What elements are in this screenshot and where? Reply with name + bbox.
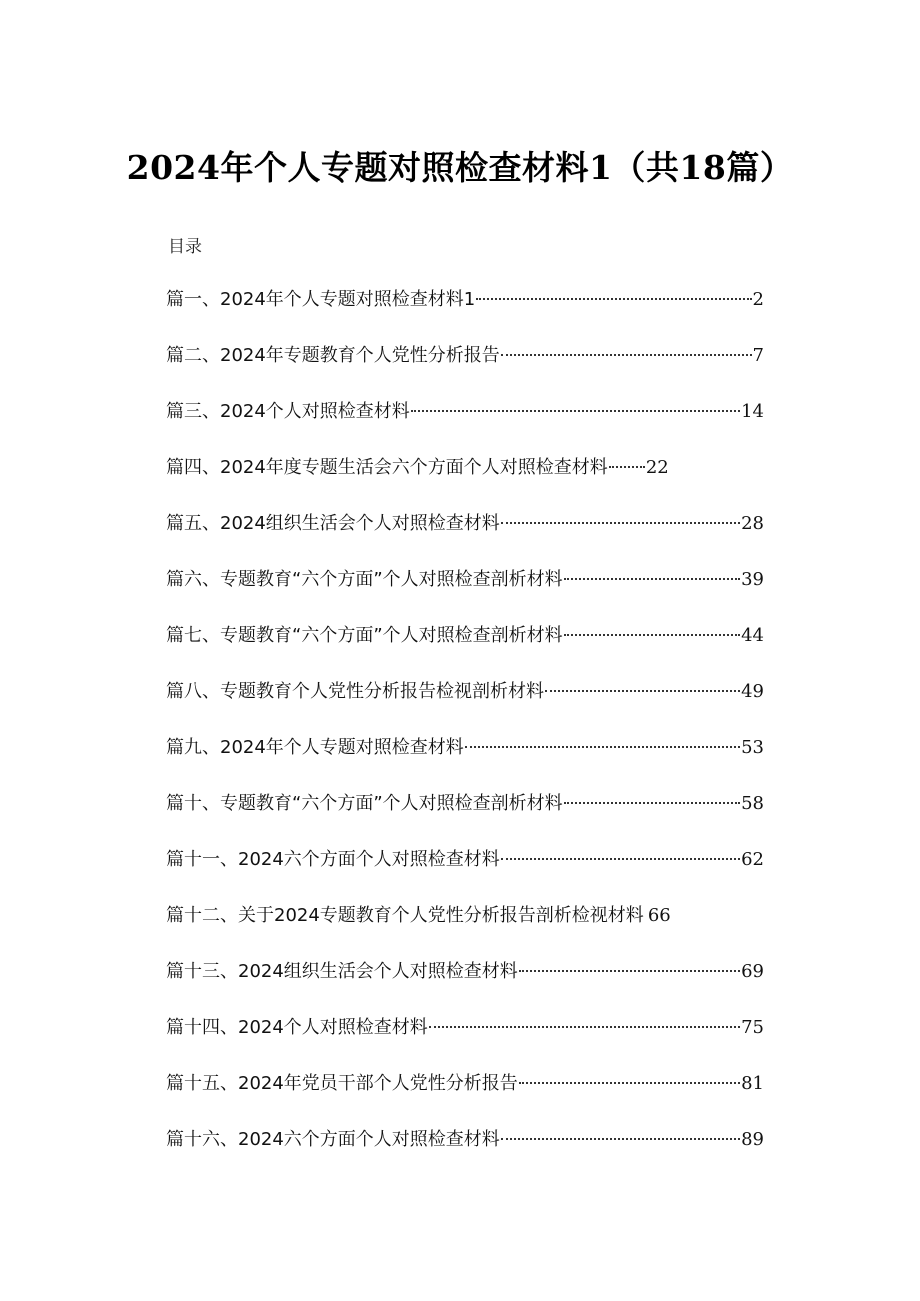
toc-entry-page-number: 2 xyxy=(752,289,764,310)
toc-dot-leader xyxy=(501,354,752,356)
toc-entry-title: 篇四、2024年度专题生活会六个方面个人对照检查材料 xyxy=(166,457,608,478)
toc-entry-title: 篇十二、关于2024专题教育个人党性分析报告剖析检视材料 xyxy=(166,905,644,926)
toc-entry-page-number: 66 xyxy=(647,905,671,926)
toc-entry-page-number: 28 xyxy=(741,513,764,534)
toc-dot-leader xyxy=(501,1138,740,1140)
toc-heading: 目录 xyxy=(168,237,202,257)
toc-entry-page-number: 49 xyxy=(741,681,764,702)
toc-entry-page-number: 44 xyxy=(741,625,764,646)
toc-entry-title: 篇十一、2024六个方面个人对照检查材料 xyxy=(166,849,500,870)
toc-entry-title: 篇十四、2024个人对照检查材料 xyxy=(166,1017,428,1038)
toc-entry-page-number: 81 xyxy=(741,1073,764,1094)
toc-entry-title: 篇一、2024年个人专题对照检查材料1 xyxy=(166,289,476,310)
toc-dot-leader xyxy=(501,858,740,860)
toc-entry[interactable] xyxy=(166,678,764,734)
toc-entry-title: 篇三、2024个人对照检查材料 xyxy=(166,401,410,422)
toc-entry-title: 篇十三、2024组织生活会个人对照检查材料 xyxy=(166,961,518,982)
toc-entry-page-number: 89 xyxy=(741,1129,764,1150)
toc-entry[interactable] xyxy=(166,622,764,678)
toc-dot-leader xyxy=(564,578,740,580)
toc-entry-title: 篇九、2024年个人专题对照检查材料 xyxy=(166,737,464,758)
toc-dot-leader xyxy=(476,298,751,300)
toc-entry-page-number: 62 xyxy=(741,849,764,870)
toc-entry-page-number: 58 xyxy=(741,793,764,814)
toc-dot-leader xyxy=(429,1026,740,1028)
toc-entry-page-number: 39 xyxy=(741,569,764,590)
toc-entry-title: 篇十、专题教育“六个方面”个人对照检查剖析材料 xyxy=(166,793,563,814)
toc-entry[interactable] xyxy=(166,958,764,1014)
toc-entry[interactable] xyxy=(166,1126,764,1182)
toc-entry-page-number: 22 xyxy=(645,457,669,478)
toc-dot-leader xyxy=(501,522,740,524)
table-of-contents xyxy=(166,286,764,1182)
toc-entry-title: 篇五、2024组织生活会个人对照检查材料 xyxy=(166,513,500,534)
toc-entry[interactable] xyxy=(166,1070,764,1126)
toc-entry[interactable] xyxy=(166,734,764,790)
toc-dot-leader xyxy=(564,634,740,636)
toc-dot-leader xyxy=(465,746,740,748)
toc-entry-page-number: 75 xyxy=(741,1017,764,1038)
toc-entry-title: 篇二、2024年专题教育个人党性分析报告 xyxy=(166,345,500,366)
toc-dot-leader xyxy=(519,1082,740,1084)
toc-entry-page-number: 14 xyxy=(741,401,764,422)
toc-entry-title: 篇十六、2024六个方面个人对照检查材料 xyxy=(166,1129,500,1150)
toc-dot-leader xyxy=(519,970,740,972)
toc-entry[interactable] xyxy=(166,902,764,958)
toc-entry[interactable] xyxy=(166,342,764,398)
toc-entry[interactable] xyxy=(166,566,764,622)
toc-dot-leader xyxy=(545,690,740,692)
toc-entry-page-number: 7 xyxy=(752,345,764,366)
toc-entry-title: 篇八、专题教育个人党性分析报告检视剖析材料 xyxy=(166,681,544,702)
toc-entry-page-number: 53 xyxy=(741,737,764,758)
toc-entry[interactable] xyxy=(166,846,764,902)
toc-entry-page-number: 69 xyxy=(741,961,764,982)
toc-entry[interactable] xyxy=(166,1014,764,1070)
document-title: 2024年个人专题对照检查材料1（共18篇） xyxy=(126,148,794,187)
toc-entry[interactable] xyxy=(166,286,764,342)
toc-dot-leader xyxy=(564,802,740,804)
toc-entry[interactable] xyxy=(166,398,764,454)
toc-entry-title: 篇六、专题教育“六个方面”个人对照检查剖析材料 xyxy=(166,569,563,590)
toc-entry-title: 篇十五、2024年党员干部个人党性分析报告 xyxy=(166,1073,518,1094)
toc-entry[interactable] xyxy=(166,510,764,566)
toc-dot-leader xyxy=(609,466,645,468)
toc-entry[interactable] xyxy=(166,790,764,846)
toc-entry[interactable] xyxy=(166,454,764,510)
toc-dot-leader xyxy=(411,410,740,412)
toc-entry-title: 篇七、专题教育“六个方面”个人对照检查剖析材料 xyxy=(166,625,563,646)
